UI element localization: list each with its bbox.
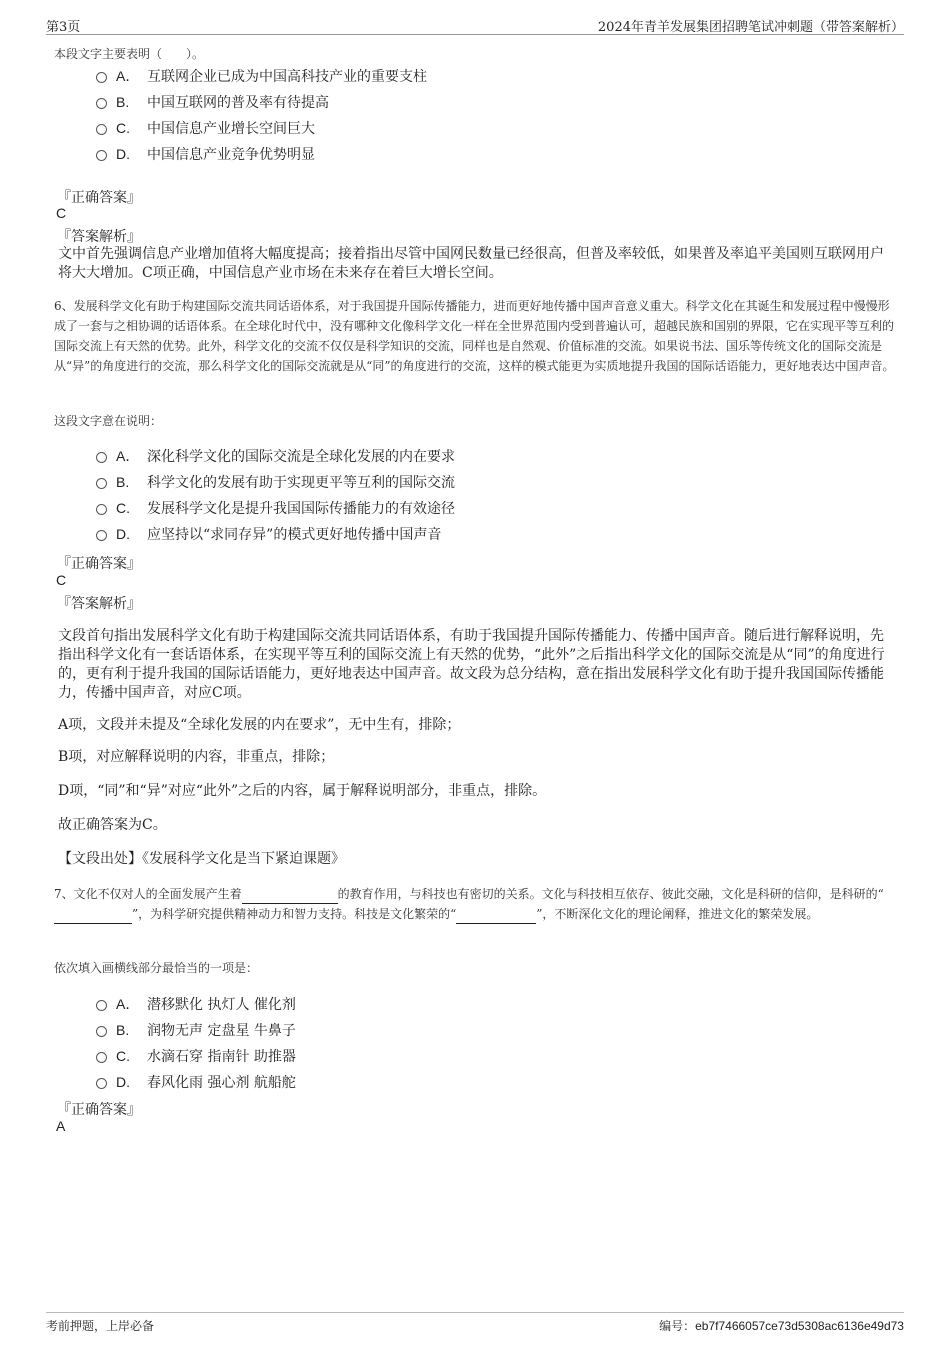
q7-option-a[interactable]: A． 潜移默化 执灯人 催化剂 [96,994,296,1014]
radio-icon[interactable] [96,72,107,83]
q7-stem: 依次填入画横线部分最恰当的一项是： [54,961,259,975]
radio-icon[interactable] [96,1000,107,1011]
q5-option-d[interactable]: D. 中国信息产业竞争优势明显 [96,144,315,164]
radio-icon[interactable] [96,452,107,463]
radio-icon[interactable] [96,478,107,489]
q6-option-c[interactable]: C. 发展科学文化是提升我国国际传播能力的有效途径 [96,498,455,518]
page-number: 第3页 [46,20,81,35]
radio-icon[interactable] [96,98,107,109]
page-footer [46,1312,904,1337]
q5-option-a[interactable]: A． 互联网企业已成为中国高科技产业的重要支柱 [96,66,427,86]
page-header [46,14,904,35]
q6-analysis: 文段首句指出发展科学文化有助于构建国际交流共同话语体系，有助于我国提升国际传播能力、传播中国声音。随后进行解释说明，先指出科学文化有一套话语体系，在实现平等互利的国际交流上有天然的优势，“此外”之后指出科学文化的国际交流是从“同”的角度进行的，更有利于提升我国的国际话语能力，更好地表达中国声音。故文段为总分结构，意在指出发展科学文化有助于提升我国国际传播能力，传播中国声音，对应C项。 [58,628,885,701]
q5-analysis-label: 『答案解析』 [57,229,141,245]
q6-conclusion: 故正确答案为C。 [58,817,167,833]
q6-analysis-label: 『答案解析』 [57,596,141,612]
fill-blank-1 [242,889,338,904]
radio-icon[interactable] [96,1052,107,1063]
q7-option-c[interactable]: C. 水滴石穿 指南针 助推器 [96,1046,296,1066]
q7-answer: A [56,1118,66,1134]
q5-answer: C [56,205,67,221]
q6-option-a[interactable]: A． 深化科学文化的国际交流是全球化发展的内在要求 [96,446,455,466]
q7-answer-label: 『正确答案』 [57,1102,141,1118]
q5-answer-label: 『正确答案』 [57,190,141,206]
q6-option-d[interactable]: D. 应坚持以“求同存异”的模式更好地传播中国声音 [96,524,441,544]
q5-option-c[interactable]: C. 中国信息产业增长空间巨大 [96,118,315,138]
footer-slogan: 考前押题，上岸必备 [46,1319,155,1333]
q7-passage: 7、文化不仅对人的全面发展产生着 的教育作用，与科技也有密切的关系。文化与科技相互依存、彼此交融，文化是科研的信仰，是科研的“”，为科学研究提供精神动力和智力支持。科技是文化繁荣的“ ”，不断深化文化的理论阐释，推进文化的繁荣发展。 [54,884,896,924]
radio-icon[interactable] [96,530,107,541]
q6-point-a: A项，文段并未提及“全球化发展的内在要求”，无中生有，排除； [58,717,461,733]
radio-icon[interactable] [96,1026,107,1037]
radio-icon[interactable] [96,124,107,135]
q6-answer-label: 『正确答案』 [57,556,141,572]
q6-answer: C [56,572,67,588]
q5-stem: 本段文字主要表明（ ）。 [54,47,205,61]
q6-option-b[interactable]: B. 科学文化的发展有助于实现更平等互利的国际交流 [96,472,455,492]
q7-option-b[interactable]: B. 润物无声 定盘星 牛鼻子 [96,1020,296,1040]
q5-option-b[interactable]: B. 中国互联网的普及率有待提高 [96,92,329,112]
q6-point-b: B项，对应解释说明的内容，非重点，排除； [58,749,335,765]
fill-blank-3 [456,909,536,924]
fill-blank-2 [54,909,132,924]
document-id: 编号：eb7f7466057ce73d5308ac6136e49d73 [659,1319,904,1333]
radio-icon[interactable] [96,150,107,161]
q7-option-d[interactable]: D. 春风化雨 强心剂 航船舵 [96,1072,296,1092]
radio-icon[interactable] [96,504,107,515]
radio-icon[interactable] [96,1078,107,1089]
document-title: 2024年青羊发展集团招聘笔试冲刺题（带答案解析） [597,20,904,35]
q6-source: 【文段出处】《发展科学文化是当下紧迫课题》 [58,851,345,867]
q6-point-d: D项，“同”和“异”对应“此外”之后的内容，属于解释说明部分，非重点，排除。 [58,783,547,799]
q6-passage: 6、发展科学文化有助于构建国际交流共同话语体系，对于我国提升国际传播能力，进而更好地传播中国声音意义重大。科学文化在其诞生和发展过程中慢慢形成了一套与之相协调的话语体系。在全球化时代中，没有哪种文化像科学文化一样在全世界范围内受到普遍认可，超越民族和国别的界限，它在实现平等互利的国际交流上有天然的优势。此外，科学文化的交流不仅仅是科学知识的交流，同样也是自然观、价值标准的交流。如果说书法、国乐等传统文化的国际交流是从“异”的角度进行的交流，那么科学文化的国际交流就是从“同”的角度进行的交流，这样的模式能更为实质地提升我国的国际话语能力，更好地表达中国声音。 [54,299,895,373]
q6-stem: 这段文字意在说明： [54,414,163,428]
q5-analysis: 文中首先强调信息产业增加值将大幅度提高；接着指出尽管中国网民数量已经很高，但普及率较低，如果普及率追平美国则互联网用户将大大增加。C项正确，中国信息产业市场在未来存在着巨大增长空间。 [58,246,884,281]
